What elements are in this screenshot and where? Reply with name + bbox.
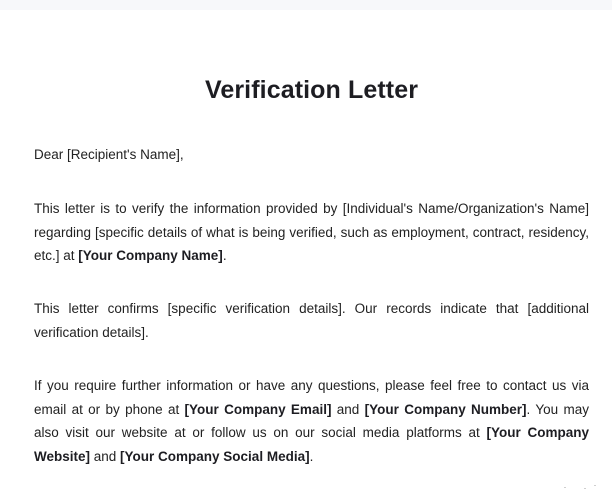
top-toolbar-band [0,0,612,10]
paragraph-text: and [90,448,121,464]
placeholder-company-social-media: [Your Company Social Media] [120,448,310,464]
paragraph-text: If you require further information or have any questions, please feel free to contact us via email at or by phone at [34,378,589,417]
paragraph-text: . You may also visit our website at or follow us on our social media platforms at [34,401,589,440]
placeholder-company-number: [Your Company Number] [364,401,527,417]
paragraph-verification-details [34,297,589,344]
placeholder-company-name: [Your Company Name] [78,248,223,263]
paragraph-verification-intro [34,197,589,268]
paragraph-text: This letter confirms [specific verification details]. Our records indicate that [additional verification details]. [34,301,589,340]
corner-artifact-marks [564,484,604,490]
paragraph-contact-info [34,374,589,468]
paragraph-text: and [331,401,365,417]
paragraph-text: . [309,448,314,464]
document-title: Verification Letter [204,76,419,104]
salutation: Dear [Recipient's Name], [34,147,184,162]
paragraph-text: . [222,248,227,263]
placeholder-company-email: [Your Company Email] [184,401,332,417]
placeholder-company-website: [Your Company Website] [34,425,589,464]
paragraph-text: This letter is to verify the information provided by [Individual's Name/Organization's Name] regarding [specific details of what is being verified, such as employment, contract, residency, etc.] at [34,201,589,263]
